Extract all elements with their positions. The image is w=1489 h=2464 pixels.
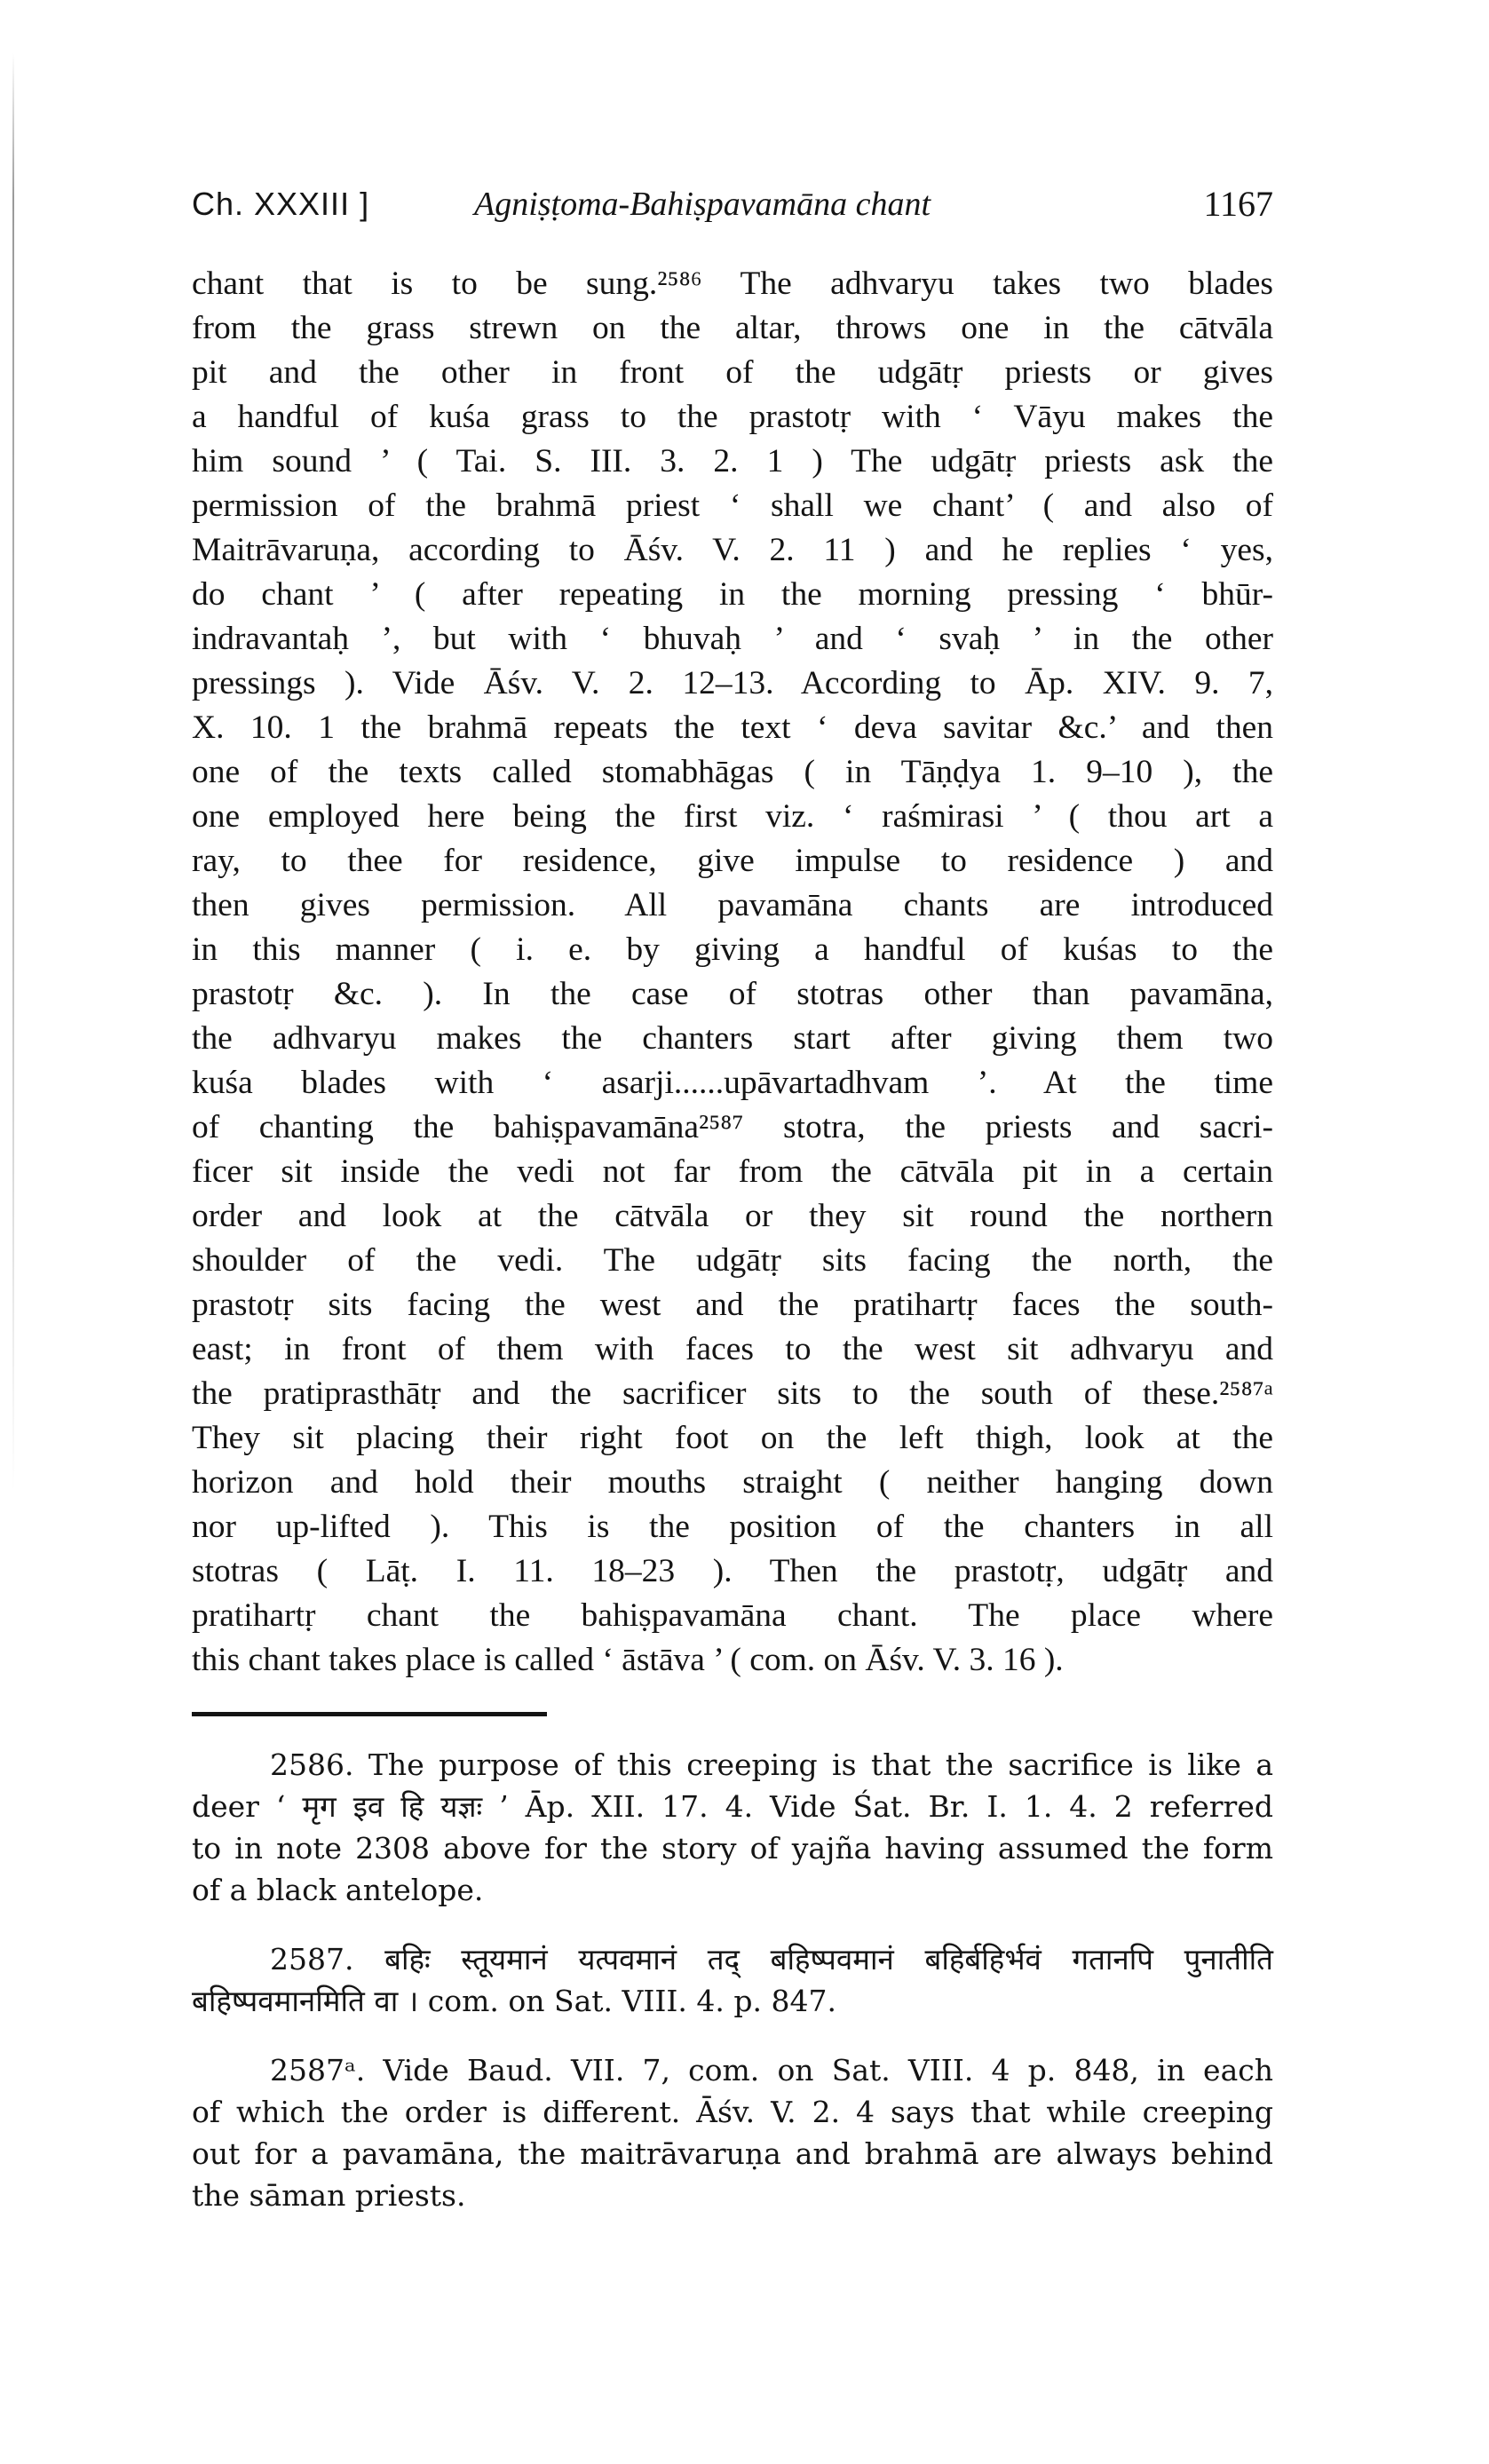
footnote-line: 2587. बहिः स्तूयमानं यत्पवमानं तद् बहिष्पवमानं बहिर्बहिर्भवं गतानपि पुनातीति [270, 1942, 1273, 1977]
body-line: prastotṛ sits facing the west and the pratihartṛ faces the south- [192, 1287, 1273, 1323]
running-header [192, 179, 1273, 229]
body-line: pratihartṛ chant the bahiṣpavamāna chant. The place where [192, 1597, 1273, 1634]
footnote [192, 2049, 1273, 2216]
body-line: then gives permission. All pavamāna chants are introduced [192, 887, 1273, 923]
footnote-line: out for a pavamāna, the maitrāvaruṇa and brahmā are always behind [192, 2136, 1273, 2171]
body-line: a handful of kuśa grass to the prastotṛ with ‘ Vāyu makes the [192, 399, 1273, 435]
body-line: Maitrāvaruṇa, according to Āśv. V. 2. 11 ) and he replies ‘ yes, [192, 532, 1273, 568]
body-line: stotras ( Lāṭ. I. 11. 18–23 ). Then the prastotṛ, udgātṛ and [192, 1553, 1273, 1589]
running-title: Agniṣṭoma-Bahiṣpavamāna chant [474, 186, 931, 223]
footnote [192, 1938, 1273, 2022]
body-line: They sit placing their right foot on the left thigh, look at the [192, 1420, 1273, 1456]
footnote-rule [192, 1712, 547, 1716]
footnotes [192, 1744, 1273, 2244]
footnote-line: to in note 2308 above for the story of yajña having assumed the form [192, 1831, 1273, 1866]
footnote-line: 2586. The purpose of this creeping is that the sacrifice is like a [270, 1747, 1273, 1782]
body-line: permission of the brahmā priest ‘ shall we chant’ ( and also of [192, 487, 1273, 524]
page-number: 1167 [1203, 184, 1273, 224]
body-line: in this manner ( i. e. by giving a handful of kuśas to the [192, 931, 1273, 968]
body-line: chant that is to be sung.²⁵⁸⁶ The adhvaryu takes two blades [192, 265, 1273, 302]
body-line: pit and the other in front of the udgātṛ priests or gives [192, 354, 1273, 391]
body-line: the adhvaryu makes the chanters start after giving them two [192, 1020, 1273, 1057]
body-line: one of the texts called stomabhāgas ( in Tāṇḍya 1. 9–10 ), the [192, 754, 1273, 790]
body-line: this chant takes place is called ‘ āstāva ’ ( com. on Āśv. V. 3. 16 ). [192, 1642, 1064, 1678]
body-line: ray, to thee for residence, give impulse to residence ) and [192, 843, 1273, 879]
body-line: indravantaḥ ’, but with ‘ bhuvaḥ ’ and ‘ svaḥ ’ in the other [192, 621, 1273, 657]
body-text [192, 262, 1273, 1683]
footnote [192, 1744, 1273, 1911]
body-line: ficer sit inside the vedi not far from the cātvāla pit in a certain [192, 1153, 1273, 1190]
footnote-line: the sāman priests. [192, 2178, 466, 2213]
body-line: nor up-lifted ). This is the position of the chanters in all [192, 1509, 1273, 1545]
footnote-line: 2587ᵃ. Vide Baud. VII. 7, com. on Sat. VIII. 4 p. 848, in each [270, 2053, 1273, 2088]
footnote-line: deer ‘ मृग इव हि यज्ञः ’ Āp. XII. 17. 4. Vide Śat. Br. I. 1. 4. 2 referred [192, 1789, 1273, 1824]
body-line: prastotṛ &c. ). In the case of stotras other than pavamāna, [192, 976, 1273, 1012]
body-line: horizon and hold their mouths straight ( neither hanging down [192, 1464, 1273, 1501]
body-line: order and look at the cātvāla or they sit round the northern [192, 1198, 1273, 1234]
chapter-label: Ch. XXXIII ] [192, 186, 370, 222]
body-line: pressings ). Vide Āśv. V. 2. 12–13. According to Āp. XIV. 9. 7, [192, 665, 1273, 701]
footnote-line: बहिष्पवमानमिति वा । com. on Sat. VIII. 4. p. 847. [192, 1984, 836, 2018]
body-line: kuśa blades with ‘ asarji......upāvartadhvam ’. At the time [192, 1065, 1273, 1101]
body-line: X. 10. 1 the brahmā repeats the text ‘ deva savitar &c.’ and then [192, 709, 1273, 746]
body-line: from the grass strewn on the altar, throws one in the cātvāla [192, 310, 1273, 346]
body-line: shoulder of the vedi. The udgātṛ sits facing the north, the [192, 1242, 1273, 1279]
footnote-line: of a black antelope. [192, 1873, 484, 1907]
body-line: him sound ’ ( Tai. S. III. 3. 2. 1 ) The udgātṛ priests ask the [192, 443, 1273, 479]
body-line: one employed here being the first viz. ‘ raśmirasi ’ ( thou art a [192, 798, 1273, 835]
body-line: of chanting the bahiṣpavamāna²⁵⁸⁷ stotra, the priests and sacri- [192, 1109, 1273, 1145]
footnote-line: of which the order is different. Āśv. V. 2. 4 says that while creeping [192, 2095, 1273, 2129]
scan-edge-shadow [12, 53, 14, 1492]
body-line: east; in front of them with faces to the west sit adhvaryu and [192, 1331, 1273, 1367]
body-line: do chant ’ ( after repeating in the morning pressing ‘ bhūr- [192, 576, 1273, 613]
body-line: the pratiprasthātṛ and the sacrificer sits to the south of these.²⁵⁸⁷ᵃ [192, 1375, 1273, 1412]
